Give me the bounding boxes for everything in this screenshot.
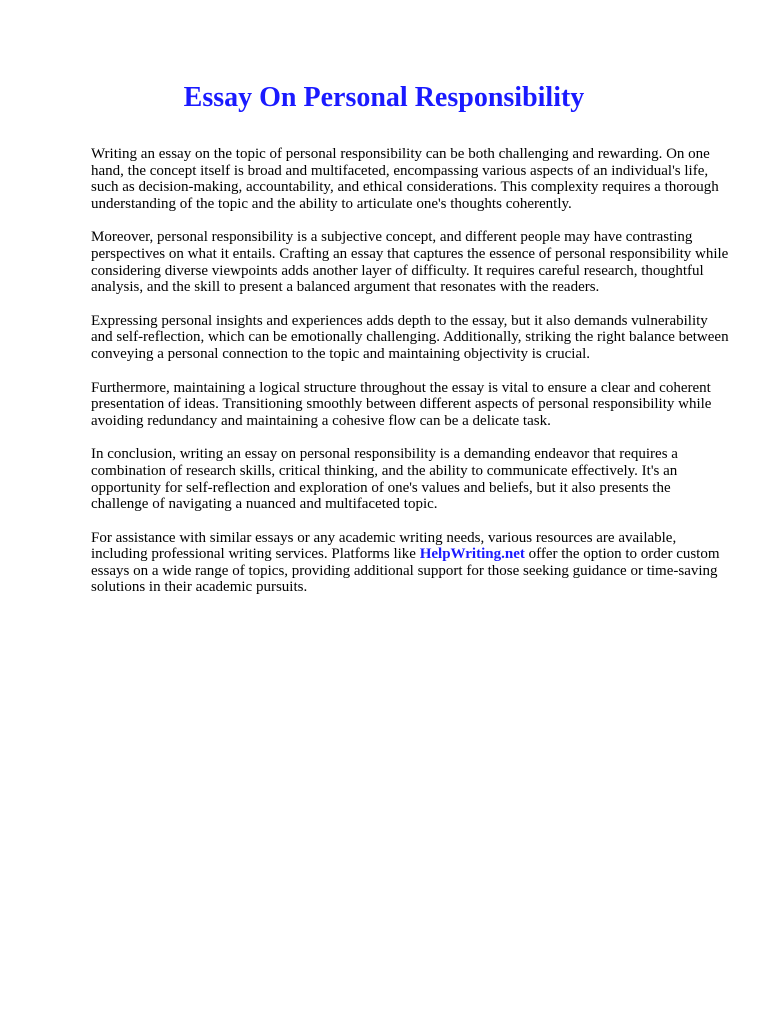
essay-body [91, 146, 731, 613]
paragraph-6-text-before-link: For assistance with similar essays or any academic writing needs, various resources are available, including professional writing services. Platforms like [91, 529, 677, 563]
paragraph-5: In conclusion, writing an essay on personal responsibility is a demanding endeavor that requires a combination of research skills, critical thinking, and the ability to communicate effectively. It's an opportunity for self-reflection and exploration of one's values and beliefs, but it also presents the challenge of navigating a nuanced and multifaceted topic. [91, 446, 678, 513]
paragraph-1: Writing an essay on the topic of personal responsibility can be both challenging and rewarding. On one hand, the concept itself is broad and multifaceted, encompassing various aspects of an individual's life, such as decision-making, accountability, and ethical considerations. This complexity requires a thorough understanding of the topic and the ability to articulate one's thoughts coherently. [91, 146, 719, 212]
paragraph-4: Furthermore, maintaining a logical structure throughout the essay is vital to ensure a clear and coherent presentation of ideas. Transitioning smoothly between different aspects of personal responsibility while avoiding redundancy and maintaining a cohesive flow can be a delicate task. [91, 379, 712, 429]
page-title: Essay On Personal Responsibility [183, 82, 585, 113]
paragraph-3: Expressing personal insights and experiences adds depth to the essay, but it also demands vulnerability and self-reflection, which can be emotionally challenging. Additionally, striking the right balance between conveying a personal connection to the topic and maintaining objectivity is crucial. [91, 312, 729, 362]
paragraph-6-text-after-link: offer the option to order custom essays on a wide range of topics, providing additional support for those seeking guidance or time-saving solutions in their academic pursuits. [91, 546, 720, 596]
paragraph-6 [91, 530, 731, 596]
paragraph-2: Moreover, personal responsibility is a subjective concept, and different people may have contrasting perspectives on what it entails. Crafting an essay that captures the essence of personal responsibility while considering diverse viewpoints adds another layer of difficulty. It requires careful research, thoughtful analysis, and the skill to present a balanced argument that resonates with the readers. [91, 229, 729, 296]
helpwriting-link[interactable]: HelpWriting.net [419, 546, 525, 563]
